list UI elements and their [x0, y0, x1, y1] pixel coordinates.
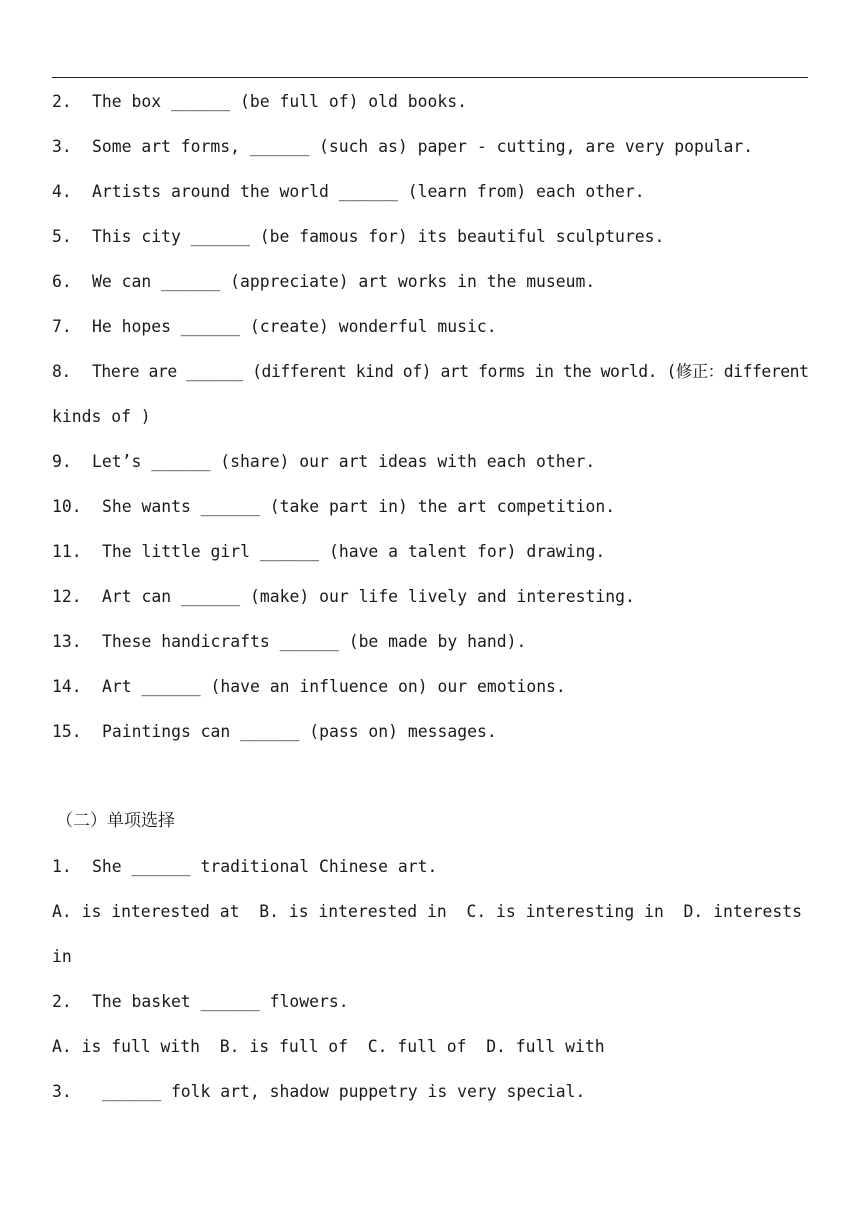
exercise-item-12 — [52, 574, 812, 619]
exercise-item-14 — [52, 664, 812, 709]
question-number: 3. — [52, 1082, 72, 1101]
item-text: There are ______ (different kind of) art forms in the world. (修正：different — [92, 362, 809, 381]
item-number: 6. — [52, 272, 72, 291]
item-text: We can ______ (appreciate) art works in the museum. — [92, 272, 596, 291]
exercise-item-7 — [52, 304, 812, 349]
question-text: She ______ traditional Chinese art. — [92, 857, 438, 876]
item-text: Let’s ______ (share) our art ideas with each other. — [92, 452, 596, 471]
exercise-item-10 — [52, 484, 812, 529]
item-number: 11. — [52, 542, 82, 561]
question-1-options: A. is interested at B. is interested in C. is interesting in D. interests — [52, 902, 802, 921]
item-text: This city ______ (be famous for) its beautiful sculptures. — [92, 227, 665, 246]
item-text: She wants ______ (take part in) the art competition. — [102, 497, 616, 516]
exercise-item-13 — [52, 619, 812, 664]
worksheet-content — [52, 79, 812, 1114]
exercise-item-15 — [52, 709, 812, 754]
question-text: The basket ______ flowers. — [92, 992, 349, 1011]
item-number: 13. — [52, 632, 82, 651]
exercise-item-2 — [52, 79, 812, 124]
question-1-options-continuation: in — [52, 947, 72, 966]
question-number: 1. — [52, 857, 72, 876]
item-text: Some art forms, ______ (such as) paper - cutting, are very popular. — [92, 137, 754, 156]
exercise-item-8-continuation — [52, 394, 812, 439]
question-1-stem — [52, 844, 812, 889]
item-number: 9. — [52, 452, 72, 471]
question-3-stem — [52, 1069, 812, 1114]
exercise-item-3 — [52, 124, 812, 169]
item-text-continuation: kinds of ) — [52, 407, 151, 426]
header-rule — [52, 77, 808, 78]
item-text: The box ______ (be full of) old books. — [92, 92, 467, 111]
item-number: 14. — [52, 677, 82, 696]
question-number: 2. — [52, 992, 72, 1011]
item-number: 7. — [52, 317, 72, 336]
item-text: Art ______ (have an influence on) our emotions. — [102, 677, 566, 696]
section-spacer — [52, 754, 812, 799]
exercise-item-9 — [52, 439, 812, 484]
exercise-item-6 — [52, 259, 812, 304]
exercise-item-4 — [52, 169, 812, 214]
item-number: 8. — [52, 362, 71, 381]
item-number: 15. — [52, 722, 82, 741]
item-number: 5. — [52, 227, 72, 246]
exercise-item-8 — [52, 349, 812, 394]
exercise-item-11 — [52, 529, 812, 574]
item-number: 10. — [52, 497, 82, 516]
item-text: The little girl ______ (have a talent for) drawing. — [102, 542, 606, 561]
item-number: 3. — [52, 137, 72, 156]
item-number: 12. — [52, 587, 82, 606]
question-text: ______ folk art, shadow puppetry is very special. — [92, 1082, 586, 1101]
item-text: Artists around the world ______ (learn from) each other. — [92, 182, 645, 201]
item-text: Paintings can ______ (pass on) messages. — [102, 722, 497, 741]
question-2-stem — [52, 979, 812, 1024]
item-number: 2. — [52, 92, 72, 111]
item-text: Art can ______ (make) our life lively and interesting. — [102, 587, 635, 606]
question-2-options: A. is full with B. is full of C. full of D. full with — [52, 1037, 605, 1056]
section-heading: （二）单项选择 — [56, 811, 175, 831]
exercise-item-5 — [52, 214, 812, 259]
item-number: 4. — [52, 182, 72, 201]
item-text: He hopes ______ (create) wonderful music. — [92, 317, 497, 336]
item-text: These handicrafts ______ (be made by hand). — [102, 632, 527, 651]
